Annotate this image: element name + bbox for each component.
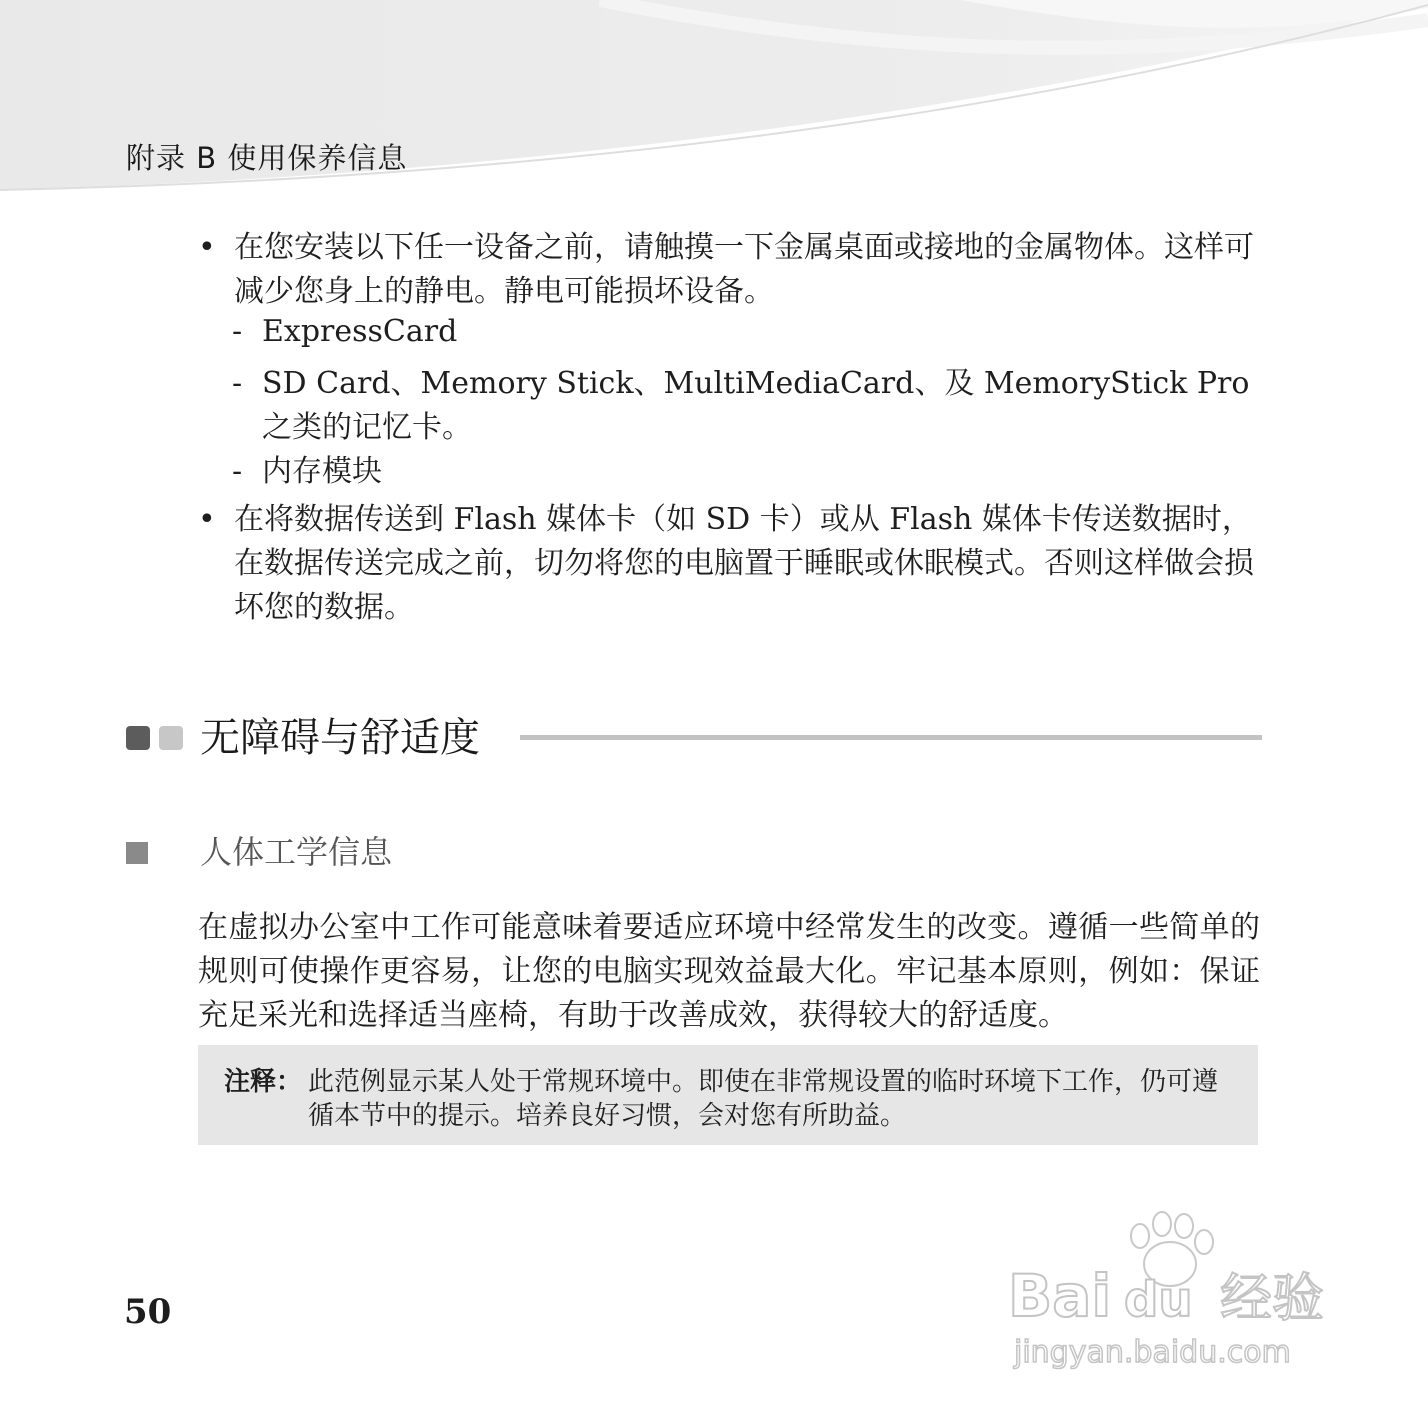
subsection-title: 人体工学信息 xyxy=(200,833,393,871)
sub-item-text: ExpressCard xyxy=(262,314,458,349)
note-box xyxy=(198,1045,1258,1145)
section-square-dark-icon xyxy=(126,726,150,750)
running-header: 附录 B 使用保养信息 xyxy=(126,141,408,175)
svg-text:经验: 经验 xyxy=(1220,1269,1325,1329)
sub-item xyxy=(232,310,1260,354)
body-paragraph: 在虚拟办公室中工作可能意味着要适应环境中经常发生的改变。遵循一些简单的规则可使操作更容易，让您的电脑实现效益最大化。牢记基本原则，例如：保证充足采光和选择适当座椅，有助于改善成效，获得较大的舒适度。 xyxy=(198,910,1260,1033)
note-text: 此范例显示某人处于常规环境中。即使在非常规设置的临时环境下工作，仍可遵循本节中的提示。培养良好习惯，会对您有所助益。 xyxy=(308,1067,1219,1131)
section-square-light-icon xyxy=(159,726,183,750)
dash-marker: - xyxy=(232,314,243,349)
bullet-marker: • xyxy=(198,230,216,265)
note-label: 注释： xyxy=(224,1067,303,1097)
dash-marker: - xyxy=(232,454,243,489)
bullet-item xyxy=(198,226,1260,314)
bullet-text: 在将数据传送到 Flash 媒体卡（如 SD 卡）或从 Flash 媒体卡传送数据时，在数据传送完成之前，切勿将您的电脑置于睡眠或休眠模式。否则这样做会损坏您的数据。 xyxy=(234,502,1254,625)
section-title: 无障碍与舒适度 xyxy=(200,715,480,761)
page-number: 50 xyxy=(124,1292,172,1332)
section-rule xyxy=(520,735,1262,740)
section-heading xyxy=(126,712,1262,768)
sub-item-text: SD Card、Memory Stick、MultiMediaCard、及 MemoryStick Pro 之类的记忆卡。 xyxy=(262,366,1250,445)
sub-item xyxy=(232,362,1260,450)
bullet-item xyxy=(198,498,1260,630)
svg-text:du: du xyxy=(1124,1272,1193,1328)
dash-marker: - xyxy=(232,366,243,401)
baidu-jingyan-watermark xyxy=(1008,1208,1348,1378)
bullet-marker: • xyxy=(198,502,216,537)
svg-text:Bai: Bai xyxy=(1008,1262,1112,1330)
sub-item-text: 内存模块 xyxy=(262,454,382,489)
watermark-url: jingyan.baidu.com xyxy=(1014,1335,1291,1370)
subsection-square-icon xyxy=(126,842,148,864)
sub-item xyxy=(232,450,1260,494)
bullet-text: 在您安装以下任一设备之前，请触摸一下金属桌面或接地的金属物体。这样可减少您身上的静电。静电可能损坏设备。 xyxy=(234,230,1254,309)
